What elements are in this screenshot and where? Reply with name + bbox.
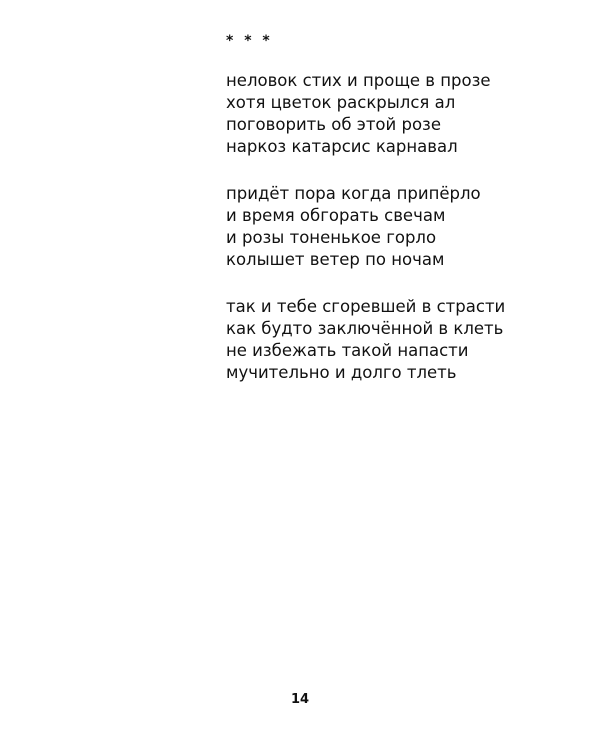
- poem-line: и время обгорать свечам: [226, 206, 446, 225]
- poem-line: как будто заключённой в клеть: [226, 319, 504, 338]
- poem-line: так и тебе сгоревшей в страсти: [226, 297, 506, 316]
- page-number: 14: [290, 692, 310, 707]
- poem: [226, 30, 556, 409]
- poem-line: мучительно и долго тлеть: [226, 363, 457, 382]
- section-separator: * * *: [226, 33, 270, 49]
- stanza-1: [226, 70, 556, 158]
- poem-line: придёт пора когда припёрло: [226, 184, 481, 203]
- poem-line: неловок стих и проще в прозе: [226, 71, 491, 90]
- poem-line: и розы тоненькое горло: [226, 228, 437, 247]
- poem-line: колышет ветер по ночам: [226, 250, 445, 269]
- poem-line: хотя цветок раскрылся ал: [226, 93, 456, 112]
- stanza-2: [226, 183, 556, 271]
- stanza-3: [226, 296, 556, 384]
- poem-line: наркоз катарсис карнавал: [226, 137, 458, 156]
- poem-line: поговорить об этой розе: [226, 115, 441, 134]
- poem-line: не избежать такой напасти: [226, 341, 469, 360]
